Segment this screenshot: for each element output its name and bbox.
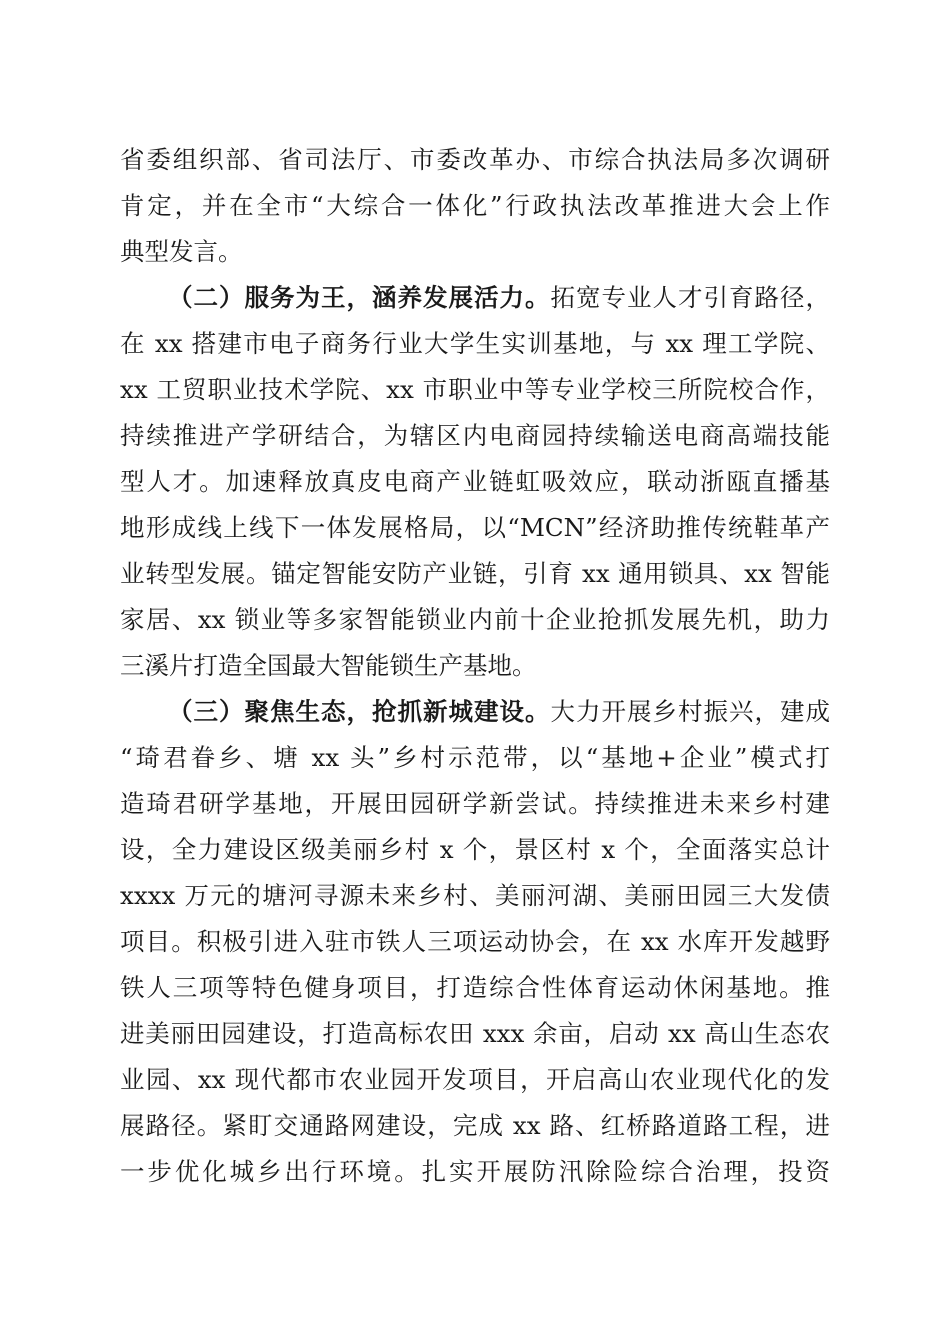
paragraph-2-line-3: xx 工贸职业技术学院、xx 市职业中等专业学校三所院校合作， xyxy=(120,375,830,404)
paragraph-3-line-3: 造琦君研学基地，开展田园研学新尝试。持续推进未来乡村建 xyxy=(120,789,830,818)
paragraph-2-line-4: 持续推进产学研结合，为辖区内电商园持续输送电商高端技能 xyxy=(120,421,830,450)
paragraph-3-line-2: “琦君眷乡、塘 xx 头”乡村示范带，以“基地+企业”模式打 xyxy=(120,743,830,772)
paragraph-2-line-5: 型人才。加速释放真皮电商产业链虹吸效应，联动浙瓯直播基 xyxy=(120,467,830,496)
paragraph-1-line-1: 省委组织部、省司法厅、市委改革办、市综合执法局多次调研 xyxy=(120,145,830,174)
paragraph-3-line-9: 业园、xx 现代都市农业园开发项目，开启高山农业现代化的发 xyxy=(120,1065,830,1094)
paragraph-3-line-7: 铁人三项等特色健身项目，打造综合性体育运动休闲基地。推 xyxy=(120,973,830,1002)
paragraph-1-line-2: 肯定，并在全市“大综合一体化”行政执法改革推进大会上作 xyxy=(120,191,830,220)
paragraph-2-line-1-text: 拓宽专业人才引育路径， xyxy=(550,283,830,312)
paragraph-3-heading: （三）聚焦生态，抢抓新城建设。 xyxy=(168,697,551,726)
paragraph-3-line-6: 项目。积极引进入驻市铁人三项运动协会，在 xx 水库开发越野 xyxy=(120,927,830,956)
paragraph-2-line-2: 在 xx 搭建市电子商务行业大学生实训基地，与 xx 理工学院、 xyxy=(120,329,830,358)
paragraph-3-line-5: xxxx 万元的塘河寻源未来乡村、美丽河湖、美丽田园三大发债 xyxy=(120,881,830,910)
paragraph-3-line-10: 展路径。紧盯交通路网建设，完成 xx 路、红桥路道路工程，进 xyxy=(120,1111,830,1140)
paragraph-3-line-1-text: 大力开展乡村振兴，建成 xyxy=(550,697,830,726)
paragraph-2-heading: （二）服务为王，涵养发展活力。 xyxy=(168,283,551,312)
paragraph-2-line-9: 三溪片打造全国最大智能锁生产基地。 xyxy=(120,651,537,680)
paragraph-3-line-1 xyxy=(168,690,830,734)
paragraph-2-line-6: 地形成线上线下一体发展格局，以“MCN”经济助推传统鞋革产 xyxy=(120,513,830,542)
paragraph-1-line-3: 典型发言。 xyxy=(120,237,243,266)
paragraph-2-line-7: 业转型发展。锚定智能安防产业链，引育 xx 通用锁具、xx 智能 xyxy=(120,559,830,588)
paragraph-3-line-8: 进美丽田园建设，打造高标农田 xxx 余亩，启动 xx 高山生态农 xyxy=(120,1019,830,1048)
paragraph-2-line-8: 家居、xx 锁业等多家智能锁业内前十企业抢抓发展先机，助力 xyxy=(120,605,830,634)
paragraph-2-line-1 xyxy=(168,276,830,320)
paragraph-3-line-4: 设，全力建设区级美丽乡村 x 个，景区村 x 个，全面落实总计 xyxy=(120,835,830,864)
paragraph-3-line-11: 一步优化城乡出行环境。扎实开展防汛除险综合治理，投资 xyxy=(120,1157,830,1186)
